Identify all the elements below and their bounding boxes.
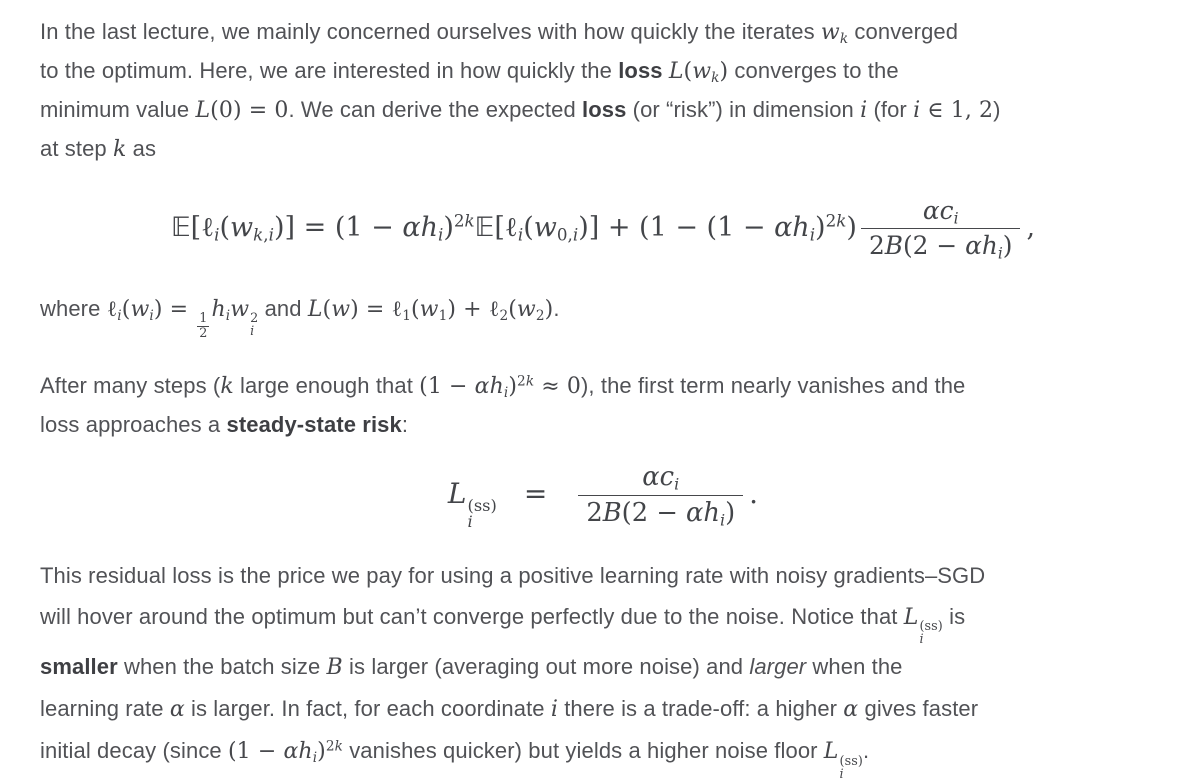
paragraph-steady-state-intro: After many steps (k large enough that $(1 - \alpha h_i)^{2k} \approx 0$), the first term nearly vanishes and the loss approaches a steady-state risk:: [40, 373, 966, 438]
paragraph-intro: In the last lecture, we mainly concerned ourselves with how quickly the iterates $w_k$ converged to the optimum. Here, we are interested in how quickly the loss $L(w_k)$ converges to the minimum value L(0) = 0. We can derive the expected loss (or “risk”) in dimension i (for i ∈ 1, 2) at step k as: [40, 19, 1001, 162]
paragraph-discussion: This residual loss is the price we pay for using a positive learning rate with noisy gradients–SGD will hover around the optimum but can’t converge perfectly due to the noise. Notice that L (ss) i is smaller when the batch size B is larger (averaging out more noise) and larger when the learning rate α is larger. In fact, for each coordinate i there is a trade-off: a higher α gives faster initial decay (since $(1 - \alpha h_i)^{2k}$ vanishes quicker) but yields a higher noise floor L (ss) i .: [40, 562, 986, 782]
equation-steady-state-risk: L (ss) i = $\frac{\alpha c_i}{2B(2 - \alpha h_i)}$ .: [447, 462, 759, 532]
equation-expected-loss: $𝔼[\ell_i(w_{k,i})] = (1$ − $\alpha h_i)^{2k}𝔼[\ell_i(w_{0,i})] + (1 - (1 - \alpha h_i)^{2k})$ $\frac{\alpha c_i}{2B(2 - \alpha h_i)}$ ,: [170, 196, 1036, 263]
line-where-definitions: where $\ell_i(w_i)$ = $\frac{1}{2}$ $h_iw$ 2 i and $L(w) = \ell_1(w_1)$ + $\ell_2(w_2)$.: [40, 295, 560, 341]
